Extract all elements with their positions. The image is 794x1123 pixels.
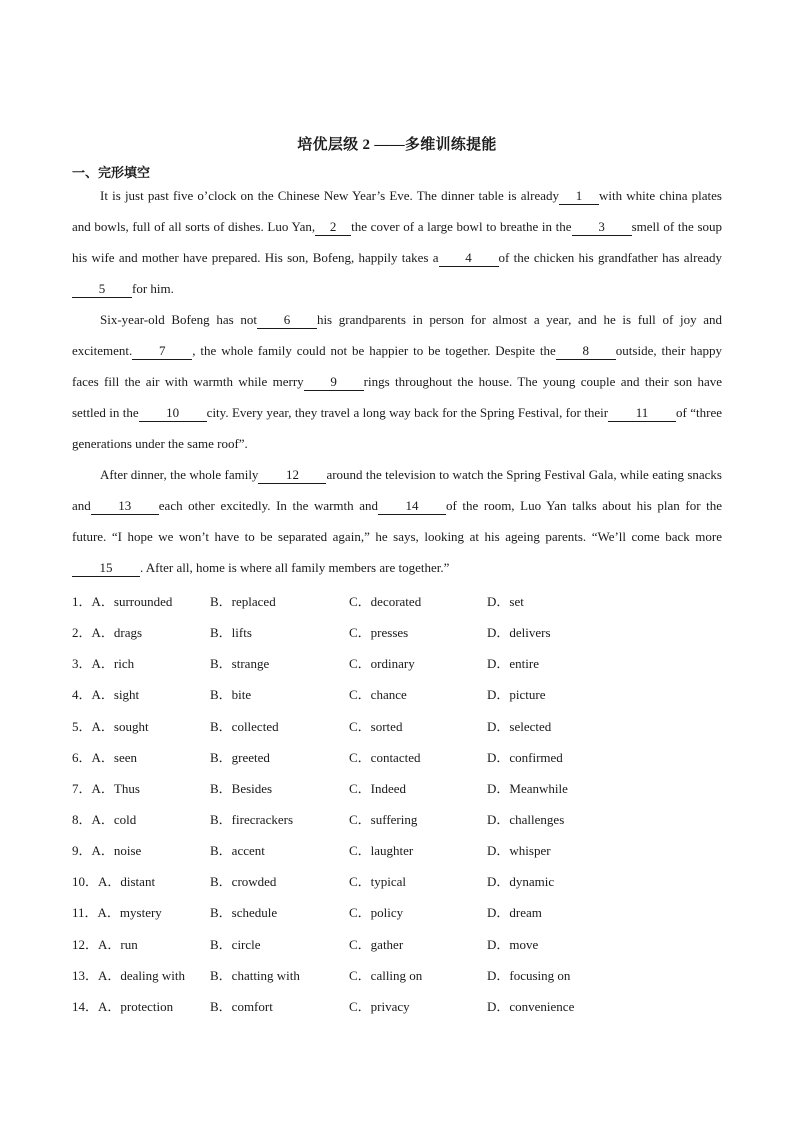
passage-text: , the whole family could not be happier to be together. Despite the bbox=[192, 343, 556, 358]
option-row bbox=[72, 773, 732, 804]
option-row bbox=[72, 835, 732, 866]
option-row bbox=[72, 804, 732, 835]
option-c: C．chance bbox=[349, 687, 407, 703]
passage-text: his grandparents in person for almost a year, and he is full of joy and excitement. bbox=[72, 312, 722, 358]
option-c: C．calling on bbox=[349, 967, 423, 983]
section-heading: 一、完形填空 bbox=[72, 165, 151, 180]
blank-13: 13 bbox=[91, 498, 159, 515]
option-a: 5．A．sought bbox=[72, 718, 149, 734]
answer-options bbox=[72, 586, 732, 1022]
option-b: B．schedule bbox=[210, 905, 278, 921]
option-b: B．replaced bbox=[210, 594, 276, 609]
passage-text: After dinner, the whole family bbox=[100, 467, 259, 482]
option-b: B．greeted bbox=[210, 749, 270, 765]
paragraph-3 bbox=[72, 459, 722, 583]
option-b: B．collected bbox=[210, 718, 279, 734]
option-a: 9．A．noise bbox=[72, 843, 142, 859]
option-b: B．circle bbox=[210, 936, 261, 952]
blank-2: 2 bbox=[315, 219, 351, 236]
option-b: B．bite bbox=[210, 687, 252, 703]
blank-3: 3 bbox=[572, 219, 632, 236]
option-c: C．sorted bbox=[349, 718, 403, 734]
option-c: C．privacy bbox=[349, 998, 410, 1014]
option-row bbox=[72, 866, 732, 897]
option-d: D．selected bbox=[487, 718, 552, 734]
blank-5: 5 bbox=[72, 281, 132, 298]
option-row bbox=[72, 897, 732, 928]
option-a: 3．A．rich bbox=[72, 656, 135, 672]
passage-text: It is just past five o’clock on the Chinese New Year’s Eve. The dinner table is already bbox=[100, 188, 560, 203]
blank-12: 12 bbox=[258, 467, 326, 484]
passage-text: each other excitedly. In the warmth and bbox=[158, 498, 378, 513]
passage-text: with white china plates and bowls, full of all sorts of dishes. Luo Yan, bbox=[72, 188, 722, 234]
blank-6: 6 bbox=[257, 312, 317, 329]
option-a: 1．A．surrounded bbox=[72, 594, 173, 609]
option-b: B．crowded bbox=[210, 874, 277, 890]
option-d: D．Meanwhile bbox=[487, 780, 568, 796]
option-a: 4．A．sight bbox=[72, 687, 140, 703]
option-a: 10．A．distant bbox=[72, 874, 156, 890]
option-row bbox=[72, 586, 732, 617]
option-d: D．set bbox=[487, 594, 524, 609]
option-row bbox=[72, 991, 732, 1022]
option-d: D．challenges bbox=[487, 811, 565, 827]
option-b: B．accent bbox=[210, 843, 265, 859]
option-c: C．contacted bbox=[349, 749, 421, 765]
option-a: 2．A．drags bbox=[72, 625, 143, 641]
option-b: B．comfort bbox=[210, 998, 273, 1014]
passage-text: of the chicken his grandfather has already bbox=[498, 250, 723, 265]
paragraph-2 bbox=[72, 304, 722, 459]
blank-15: 15 bbox=[72, 560, 140, 577]
option-c: C．decorated bbox=[349, 594, 422, 609]
blank-9: 9 bbox=[304, 374, 364, 391]
option-a: 11．A．mystery bbox=[72, 905, 162, 921]
option-row bbox=[72, 679, 732, 710]
option-d: D．picture bbox=[487, 687, 546, 703]
blank-8: 8 bbox=[556, 343, 616, 360]
option-row bbox=[72, 960, 732, 991]
blank-7: 7 bbox=[132, 343, 192, 360]
option-a: 13．A．dealing with bbox=[72, 967, 186, 983]
option-row bbox=[72, 648, 732, 679]
option-b: B．Besides bbox=[210, 780, 273, 796]
blank-11: 11 bbox=[608, 405, 676, 422]
option-row bbox=[72, 711, 732, 742]
paragraph-1 bbox=[72, 180, 722, 304]
option-c: C．gather bbox=[349, 936, 404, 952]
option-b: B．strange bbox=[210, 656, 270, 672]
option-a: 7．A．Thus bbox=[72, 780, 140, 796]
option-row bbox=[72, 617, 732, 648]
passage-text: of the room, Luo Yan talks about his plan for the future. “I hope we won’t have to be separated again,” he says, looking at his ageing parents. “We’ll come back more bbox=[72, 498, 722, 544]
option-b: B．chatting with bbox=[210, 967, 300, 983]
option-d: D．move bbox=[487, 936, 539, 952]
option-a: 12．A．run bbox=[72, 936, 138, 952]
option-c: C．presses bbox=[349, 625, 409, 641]
option-c: C．suffering bbox=[349, 811, 418, 827]
option-c: C．typical bbox=[349, 874, 407, 890]
blank-4: 4 bbox=[439, 250, 499, 267]
option-a: 8．A．cold bbox=[72, 811, 137, 827]
option-row bbox=[72, 929, 732, 960]
option-a: 6．A．seen bbox=[72, 749, 137, 765]
passage-text: the cover of a large bowl to breathe in the bbox=[351, 219, 572, 234]
option-d: D．dream bbox=[487, 905, 542, 921]
page-title: 培优层级 2 ——多维训练提能 bbox=[297, 137, 497, 153]
option-b: B．firecrackers bbox=[210, 811, 294, 827]
blank-14: 14 bbox=[378, 498, 446, 515]
option-d: D．confirmed bbox=[487, 749, 563, 765]
option-c: C．policy bbox=[349, 905, 404, 921]
option-c: C．ordinary bbox=[349, 656, 415, 672]
passage-text: rings throughout the house. The young couple and their son have settled in the bbox=[72, 374, 722, 420]
passage-text: for him. bbox=[132, 281, 174, 296]
option-c: C．Indeed bbox=[349, 780, 407, 796]
blank-10: 10 bbox=[139, 405, 207, 422]
passage-text: around the television to watch the Spring Festival Gala, while eating snacks and bbox=[72, 467, 722, 513]
cloze-passage bbox=[72, 180, 722, 583]
passage-text: . After all, home is where all family members are together.” bbox=[140, 560, 450, 575]
passage-text: smell of the soup his wife and mother have prepared. His son, Bofeng, happily takes a bbox=[72, 219, 723, 265]
option-d: D．delivers bbox=[487, 625, 551, 641]
option-b: B．lifts bbox=[210, 625, 252, 641]
option-d: D．entire bbox=[487, 656, 539, 672]
option-d: D．convenience bbox=[487, 998, 575, 1014]
option-a: 14．A．protection bbox=[72, 998, 174, 1014]
passage-text: city. Every year, they travel a long way back for the Spring Festival, for their bbox=[206, 405, 609, 420]
option-d: D．dynamic bbox=[487, 874, 555, 890]
option-row bbox=[72, 742, 732, 773]
option-d: D．whisper bbox=[487, 843, 551, 859]
option-c: C．laughter bbox=[349, 843, 414, 859]
option-d: D．focusing on bbox=[487, 967, 571, 983]
passage-text: Six-year-old Bofeng has not bbox=[100, 312, 257, 327]
blank-1: 1 bbox=[559, 188, 599, 205]
passage-text: of “three generations under the same roof”. bbox=[72, 405, 722, 451]
passage-text: outside, their happy faces fill the air with warmth while merry bbox=[72, 343, 722, 389]
